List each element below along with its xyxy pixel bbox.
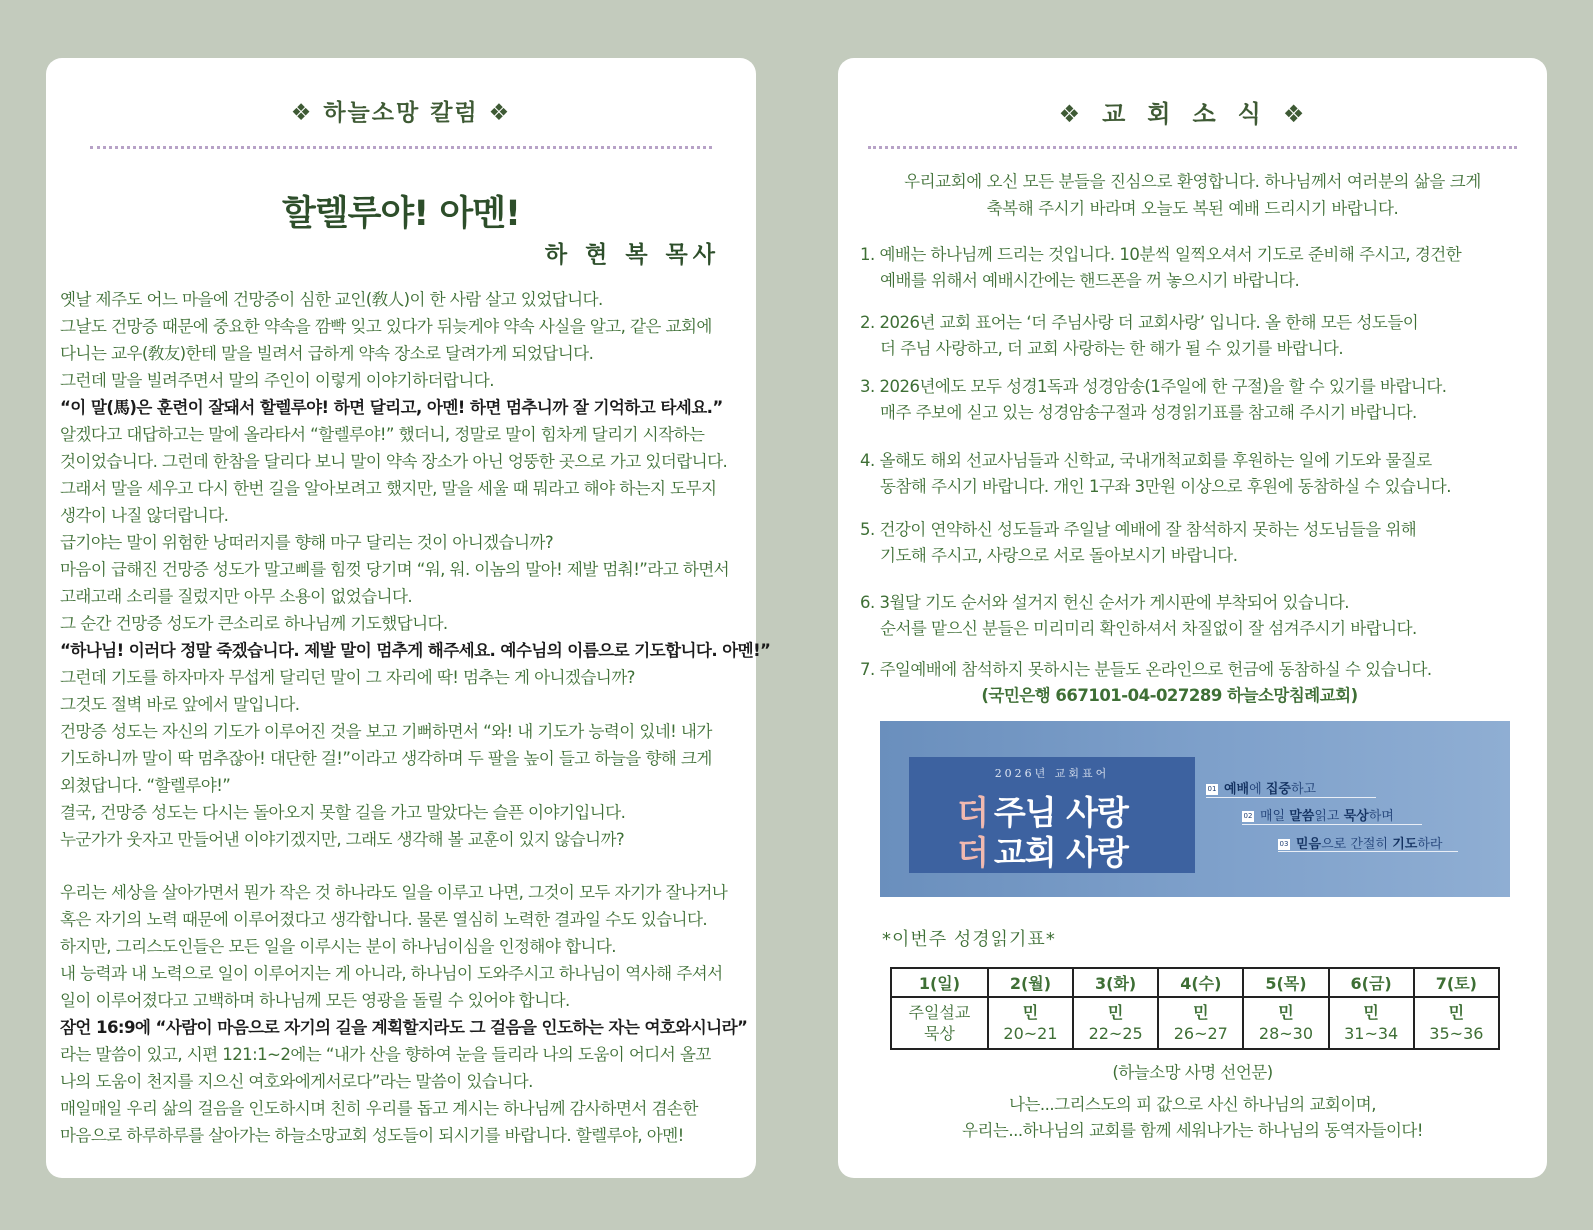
body-line: 일이 이루어졌다고 고백하며 하나님께 모든 영광을 돌릴 수 있어야 합니다.: [60, 991, 570, 1010]
body-line: 그것도 절벽 바로 앞에서 말입니다.: [60, 695, 300, 714]
notice-line: 1. 예배는 하나님께 드리는 것입니다. 10분씩 일찍오셔서 기도로 준비해 주시고, 경건한: [860, 245, 1462, 264]
welcome-line: 우리교회에 오신 모든 분들을 진심으로 환영합니다. 하나님께서 여러분의 삶을 크게: [904, 172, 1481, 191]
body-line: 생각이 나질 않더랍니다.: [60, 506, 229, 525]
notice-item: [860, 374, 1539, 426]
mission-statement: [838, 1060, 1547, 1144]
body-line: 마음이 급해진 건망증 성도가 말고삐를 힘껏 당기며 “워, 워. 이놈의 말아! 제발 멈춰!”라고 하면서: [60, 560, 730, 579]
welcome-message: [838, 168, 1547, 222]
reading-plan-label: *이번주 성경읽기표*: [882, 929, 1056, 950]
body-line: 내 능력과 내 노력으로 일이 이루어지는 게 아니라, 하나님이 도와주시고 하나님이 역사해 주셔서: [60, 964, 723, 983]
notice-line: 3. 2026년에도 모두 성경1독과 성경암송(1주일에 한 구절)을 할 수 있기를 바랍니다.: [860, 377, 1447, 396]
motto-item: 03 믿음으로 간절히 기도하라: [1279, 837, 1443, 852]
notice-line: 순서를 맡으신 분들은 미리미리 확인하셔서 차질없이 잘 섬겨주시기 바랍니다.: [880, 619, 1417, 638]
notice-line: 4. 올해도 해외 선교사님들과 신학교, 국내개척교회를 후원하는 일에 기도와 물질로: [860, 451, 1432, 470]
column-title: 할렐루야! 아멘!: [282, 194, 520, 234]
column-author: 하 현 복 목사: [544, 242, 720, 268]
body-line: 잠언 16:9에 “사람이 마음으로 자기의 길을 계획할지라도 그 걸음을 인도하는 자는 여호와시니라”: [60, 1018, 748, 1037]
table-header: 7(토): [1414, 968, 1499, 997]
notice-item: [860, 310, 1539, 362]
body-line: 그날도 건망증 때문에 중요한 약속을 깜빡 잊고 있다가 뒤늦게야 약속 사실을 알고, 같은 교회에: [60, 317, 712, 336]
body-line: 라는 말씀이 있고, 시편 121:1~2에는 “내가 산을 향하여 눈을 들리라 나의 도움이 어디서 올꼬: [60, 1045, 711, 1064]
body-line: 그래서 말을 세우고 다시 한번 길을 알아보려고 했지만, 말을 세울 때 뭐라고 해야 하는지 도무지: [60, 479, 717, 498]
table-cell: 민 22~25: [1073, 997, 1158, 1049]
mission-line: 우리는...하나님의 교회를 함께 세워나가는 하나님의 동역자들이다!: [962, 1121, 1423, 1140]
table-header: 6(금): [1329, 968, 1414, 997]
news-heading: ❖교회소식❖: [1058, 100, 1327, 128]
notice-line: 더 주님 사랑하고, 더 교회 사랑하는 한 해가 될 수 있기를 바랍니다.: [880, 339, 1344, 358]
body-line: 고래고래 소리를 질렀지만 아무 소용이 없었습니다.: [60, 587, 413, 606]
body-line: 결국, 건망증 성도는 다시는 돌아오지 못할 길을 가고 말았다는 슬픈 이야기입니다.: [60, 803, 626, 822]
reading-plan-table: [890, 967, 1500, 1050]
notice-line: 예배를 위해서 예배시간에는 핸드폰을 꺼 놓으시기 바랍니다.: [880, 271, 1300, 290]
mission-statement-title: (하늘소망 사명 선언문): [1112, 1063, 1273, 1082]
dotted-divider: [868, 146, 1517, 149]
body-line: “하나님! 이러다 정말 죽겠습니다. 제발 말이 멈추게 해주세요. 예수님의 이름으로 기도합니다. 아멘!”: [60, 641, 771, 660]
notice-line: 7. 주일예배에 참석하지 못하시는 분들도 온라인으로 헌금에 동참하실 수 있습니다.: [860, 660, 1432, 679]
table-header: 1(일): [891, 968, 988, 997]
notice-item: [860, 517, 1539, 569]
motto-rule: [1206, 797, 1376, 798]
table-cell: 민 20~21: [988, 997, 1073, 1049]
notice-line: 6. 3월달 기도 순서와 설거지 헌신 순서가 게시판에 부착되어 있습니다.: [860, 593, 1350, 612]
mission-line: 나는...그리스도의 피 값으로 사신 하나님의 교회이며,: [1009, 1095, 1376, 1114]
motto-item: 02 매일 말씀읽고 묵상하며: [1243, 809, 1394, 824]
table-cell: 민 31~34: [1329, 997, 1414, 1049]
body-line: 것이었습니다. 그런데 한참을 달리다 보니 말이 약속 장소가 아닌 엉뚱한 곳으로 가고 있더랍니다.: [60, 452, 728, 471]
table-row: [891, 997, 1499, 1049]
column-body: [60, 286, 771, 1149]
motto-item: 01 예배에 집중하고: [1207, 782, 1317, 797]
table-header: 5(목): [1243, 968, 1328, 997]
motto-title-box: [909, 757, 1195, 873]
notice-item: [860, 242, 1539, 294]
notice-line: 기도해 주시고, 사랑으로 서로 돌아보시기 바랍니다.: [880, 546, 1238, 565]
body-line: 급기야는 말이 위험한 낭떠러지를 향해 마구 달리는 것이 아니겠습니까?: [60, 533, 554, 552]
notice-item: [860, 657, 1539, 709]
body-line: 누군가가 웃자고 만들어낸 이야기겠지만, 그래도 생각해 볼 교훈이 있지 않습니까?: [60, 830, 625, 849]
table-cell: 민 35~36: [1414, 997, 1499, 1049]
table-cell: 민 26~27: [1158, 997, 1243, 1049]
table-cell: 주일설교 묵상: [891, 997, 988, 1049]
dotted-divider: [90, 146, 712, 149]
bank-account: (국민은행 667101-04-027289 하늘소망침례교회): [981, 686, 1358, 705]
table-header: 4(수): [1158, 968, 1243, 997]
banner-year-label: 2026년 교회표어: [994, 767, 1110, 780]
banner-line-1: 더 주님 사랑: [957, 793, 1128, 832]
body-line: 나의 도움이 천지를 지으신 여호와에게서로다”라는 말씀이 있습니다.: [60, 1072, 533, 1091]
notice-line: 매주 주보에 싣고 있는 성경암송구절과 성경읽기표를 참고해 주시기 바랍니다.: [880, 403, 1417, 422]
notice-item: [860, 590, 1539, 642]
banner-line-2: 더 교회 사랑: [957, 833, 1128, 872]
body-line: 그 순간 건망증 성도가 큰소리로 하나님께 기도했답니다.: [60, 614, 448, 633]
column-panel: [46, 58, 771, 1178]
notice-line: 2. 2026년 교회 표어는 ‘더 주님사랑 더 교회사랑’ 입니다. 올 한해 모든 성도들이: [860, 313, 1419, 332]
body-line: 옛날 제주도 어느 마을에 건망증이 심한 교인(敎人)이 한 사람 살고 있었답니다.: [60, 290, 603, 309]
table-header: 2(월): [988, 968, 1073, 997]
body-line: 우리는 세상을 살아가면서 뭔가 작은 것 하나라도 일을 이루고 나면, 그것이 모두 자기가 잘나거나: [60, 883, 728, 902]
notice-line: 동참해 주시기 바랍니다. 개인 1구좌 3만원 이상으로 후원에 동참하실 수 있습니다.: [880, 477, 1451, 496]
body-line: 다니는 교우(敎友)한테 말을 빌려서 급하게 약속 장소로 달려가게 되었답니다.: [60, 344, 594, 363]
column-heading: ❖ 하늘소망 칼럼 ❖: [290, 100, 512, 126]
body-line: 외쳤답니다. “할렐루야!”: [60, 776, 231, 795]
motto-rule: [1242, 824, 1422, 825]
body-line: 기도하니까 말이 딱 멈추잖아! 대단한 걸!”이라고 생각하며 두 팔을 높이 들고 하늘을 향해 크게: [60, 749, 712, 768]
body-line: 그런데 말을 빌려주면서 말의 주인이 이렇게 이야기하더랍니다.: [60, 371, 494, 390]
body-line: “이 말(馬)은 훈련이 잘돼서 할렐루야! 하면 달리고, 아멘! 하면 멈추니까 잘 기억하고 타세요.”: [60, 398, 723, 417]
motto-banner: [880, 721, 1510, 897]
table-cell: 민 28~30: [1243, 997, 1328, 1049]
body-line: 건망증 성도는 자신의 기도가 이루어진 것을 보고 기뻐하면서 “와! 내 기도가 능력이 있네! 내가: [60, 722, 712, 741]
body-line: 하지만, 그리스도인들은 모든 일을 이루시는 분이 하나님이심을 인정해야 합니다.: [60, 937, 616, 956]
paragraph-gap: [60, 853, 744, 879]
body-line: 마음으로 하루하루를 살아가는 하늘소망교회 성도들이 되시기를 바랍니다. 할렐루야, 아멘!: [60, 1126, 684, 1145]
body-line: 혹은 자기의 노력 때문에 이루어졌다고 생각합니다. 물론 열심히 노력한 결과일 수도 있습니다.: [60, 910, 708, 929]
news-panel: [838, 58, 1547, 1178]
notice-line: 5. 건강이 연약하신 성도들과 주일날 예배에 잘 참석하지 못하는 성도님들을 위해: [860, 520, 1417, 539]
welcome-line: 축복해 주시기 바라며 오늘도 복된 예배 드리시기 바랍니다.: [986, 199, 1399, 218]
body-line: 알겠다고 대답하고는 말에 올라타서 “할렐루야!” 했더니, 정말로 말이 힘차게 달리기 시작하는: [60, 425, 705, 444]
table-header-row: [891, 968, 1499, 997]
table-header: 3(화): [1073, 968, 1158, 997]
body-line: 그런데 기도를 하자마자 무섭게 달리던 말이 그 자리에 딱! 멈추는 게 아니겠습니까?: [60, 668, 635, 687]
body-line: 매일매일 우리 삶의 걸음을 인도하시며 친히 우리를 돕고 계시는 하나님께 감사하면서 겸손한: [60, 1099, 698, 1118]
notice-item: [860, 448, 1539, 500]
